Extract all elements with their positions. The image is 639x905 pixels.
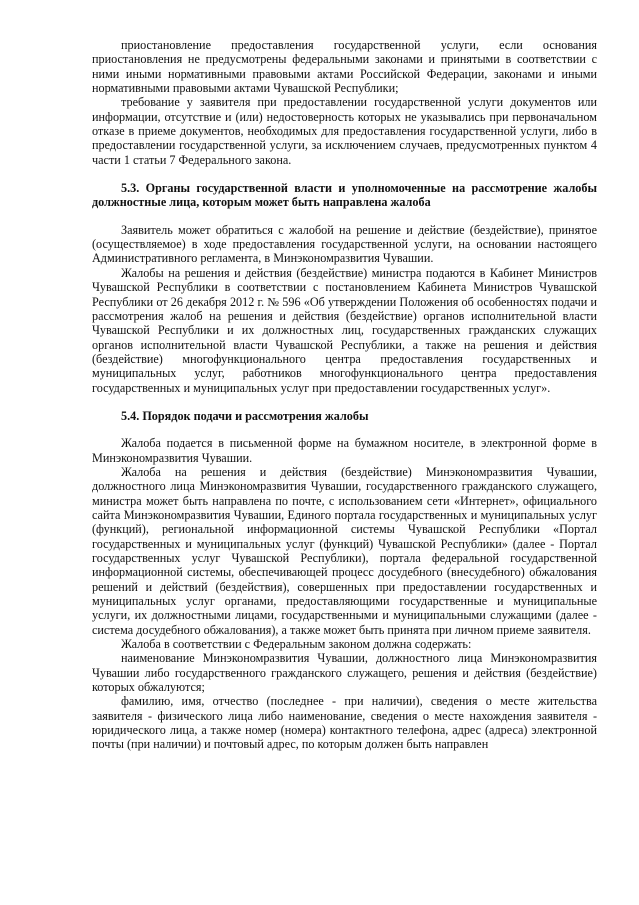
paragraph: наименование Минэкономразвития Чувашии, должностного лица Минэкономразвития Чувашии либо государственного гражданского служащего, решения и действия (бездействие) которых обжалуются; xyxy=(92,651,597,695)
paragraph: Заявитель может обратиться с жалобой на решение и действие (бездействие), принятое (осуществляемое) в ходе предоставления государственной услуги, на основании настоящего Административного регламента, в Минэкономразвития Чувашии. xyxy=(92,222,597,266)
paragraph: приостановление предоставления государственной услуги, если основания приостановления не предусмотрены федеральными законами и принятыми в соответствии с ними иными нормативными правовыми актами Российской Федерации, законами и иными нормативными правовыми актами Чувашской Республики; xyxy=(92,38,597,96)
paragraph: фамилию, имя, отчество (последнее - при наличии), сведения о месте жительства заявителя - физического лица либо наименование, сведения о месте нахождения заявителя - юридического лица, а также номер (номера) контактного телефона, адрес (адреса) электронной почты (при наличии) и почтовый адрес, по которым должен быть направлен xyxy=(92,694,597,752)
paragraph: требование у заявителя при предоставлении государственной услуги документов или информации, отсутствие и (или) недостоверность которых не указывались при первоначальном отказе в приеме документов, необходимых для предоставления государственной услуги, либо в предоставлении государственной услуги, за исключением случаев, предусмотренных пунктом 4 части 1 статьи 7 Федерального закона. xyxy=(92,95,597,167)
section-heading-5-4: 5.4. Порядок подачи и рассмотрения жалобы xyxy=(121,408,369,423)
paragraph: Жалоба в соответствии с Федеральным законом должна содержать: xyxy=(121,637,472,652)
paragraph: Жалоба подается в письменной форме на бумажном носителе, в электронной форме в Минэкономразвития Чувашии. xyxy=(92,436,597,465)
paragraph: Жалобы на решения и действия (бездействие) министра подаются в Кабинет Министров Чувашской Республики в соответствии с постановлением Кабинета Министров Чувашской Республики от 26 декабря 2012 г. № 596 «Об утверждении Положения об особенностях подачи и рассмотрения жалоб на решения и действия (бездействие) органов исполнительной власти Чувашской Республики и их должностных лиц, государственных гражданских служащих органов исполнительной власти Чувашской Республики, а также на решения и действия (бездействие) многофункционального центра предоставления государственных и муниципальных услуг, работников многофункционального центра предоставления государственных и муниципальных услуг при предоставлении государственных услуг». xyxy=(92,265,597,395)
paragraph: Жалоба на решения и действия (бездействие) Минэкономразвития Чувашии, должностного лица Минэкономразвития Чувашии, государственного гражданского служащего, министра может быть направлена по почте, с использованием сети «Интернет», официального сайта Минэкономразвития Чувашии, Единого портала государственных и муниципальных услуг (функций), региональной информационной системы Чувашской Республики «Портал государственных и муниципальных услуг (функций) Чувашской Республики» (далее - Портал государственных услуг Чувашской Республики), портала федеральной государственной информационной системы, обеспечивающей процесс досудебного (внесудебного) обжалования решений и действий (бездействия), совершенных при предоставлении государственных и муниципальных услуг органами, предоставляющими государственные и муниципальные услуги, их должностными лицами, государственными и муниципальными служащими (далее - система досудебного обжалования), а также может быть принята при личном приеме заявителя. xyxy=(92,464,597,637)
section-heading-5-3: 5.3. Органы государственной власти и уполномоченные на рассмотрение жалобы должностные лица, которым может быть направлена жалоба xyxy=(92,181,597,210)
